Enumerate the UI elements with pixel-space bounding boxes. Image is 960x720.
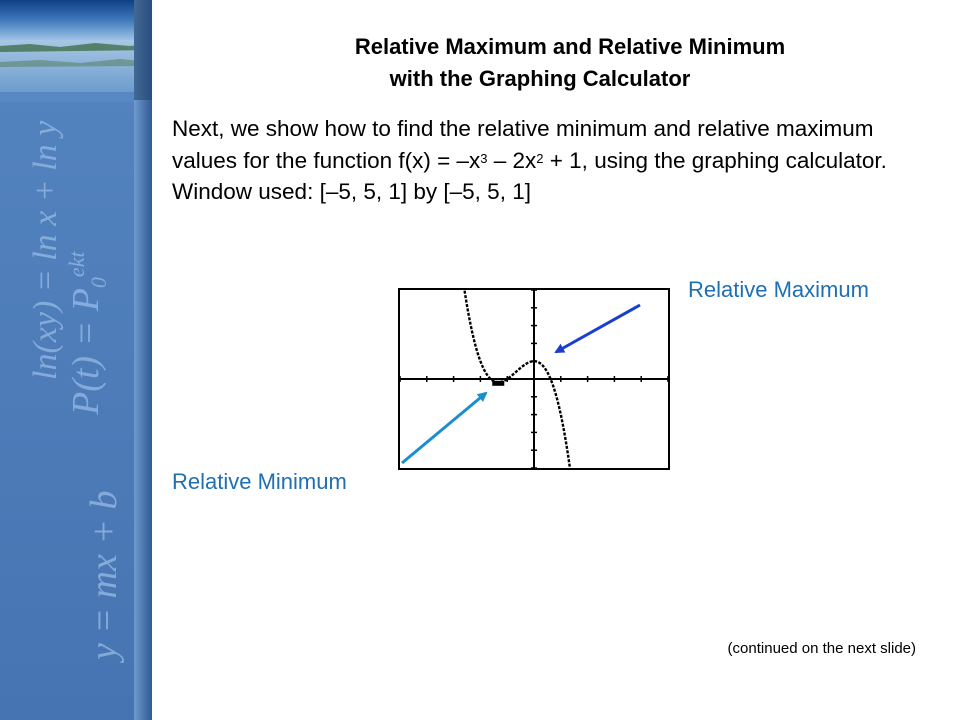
- slide-title-line1: Relative Maximum and Relative Minimum: [354, 34, 786, 59]
- formula-log-rule: ln(xy) = ln x + ln y: [27, 120, 64, 380]
- sky-photo: [0, 0, 152, 40]
- slide-title-line2: with the Graphing Calculator: [389, 66, 691, 91]
- body-text-part3: + 1, using the graphing calculator. Window used: [–5, 5, 1] by [–5, 5, 1]: [172, 147, 887, 204]
- relative-minimum-label: Relative Minimum: [172, 469, 347, 494]
- body-text-part2: – 2x: [487, 147, 537, 173]
- sidebar-panel: [0, 0, 152, 720]
- body-paragraph: [172, 113, 932, 208]
- continued-note: (continued on the next slide): [727, 640, 916, 657]
- relative-maximum-label: Relative Maximum: [688, 277, 869, 302]
- formula-growth: $P(t) = P_0^{ekt}$: [64, 251, 111, 415]
- formula-line: y = mx + b: [83, 490, 125, 660]
- relative-minimum-marker: [492, 381, 504, 386]
- exponent-2: 2: [536, 150, 544, 166]
- photo-fade: [0, 92, 152, 102]
- sidebar-art: [0, 0, 152, 720]
- body-text-part1: Next, we show how to find the relative minimum and relative maximum values for the function f(x) = –x: [172, 116, 874, 173]
- exponent-3: 3: [480, 150, 488, 166]
- sidebar-edge-top: [134, 0, 152, 100]
- calculator-screen: [398, 288, 670, 470]
- sidebar-edge: [134, 0, 152, 720]
- calculator-graph: [400, 290, 668, 468]
